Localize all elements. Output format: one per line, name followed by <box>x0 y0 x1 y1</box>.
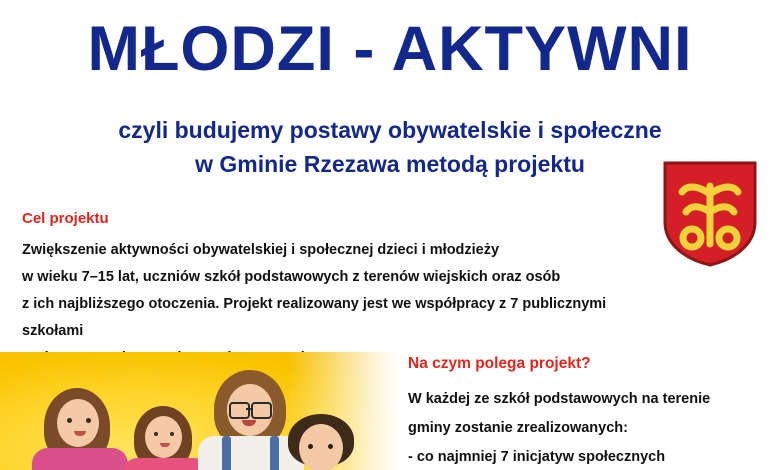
page-title: MŁODZI - AKTYWNI <box>87 14 693 84</box>
student-figure <box>272 414 382 470</box>
eye <box>308 444 313 449</box>
eye <box>67 418 72 423</box>
subtitle-line-2: w Gminie Rzezawa metodą projektu <box>195 151 585 177</box>
glasses-icon <box>229 402 250 419</box>
goal-line: z ich najbliższego otoczenia. Projekt realizowany jest we współpracy z 7 publicznymi szkołami <box>22 296 607 339</box>
goal-heading: Cel projektu <box>22 210 109 227</box>
head <box>299 424 343 470</box>
project-line: W każdej ze szkół podstawowych na terenie <box>408 391 711 407</box>
glasses-icon <box>251 402 272 419</box>
head <box>57 399 99 447</box>
project-body <box>408 385 768 470</box>
goal-line: w wieku 7–15 lat, uczniów szkół podstawowych z terenów wiejskich oraz osób <box>22 269 561 285</box>
eye <box>328 444 333 449</box>
head <box>145 416 182 458</box>
project-heading: Na czym polega projekt? <box>408 355 591 372</box>
coat-of-arms-icon <box>662 160 758 268</box>
eye <box>86 418 91 423</box>
subtitle-line-1: czyli budujemy postawy obywatelskie i społeczne <box>118 117 662 143</box>
torso <box>32 448 128 470</box>
goal-line: Zwiększenie aktywności obywatelskiej i społecznej dzieci i młodzieży <box>22 242 500 258</box>
students-photo <box>0 352 400 470</box>
project-line: - co najmniej 7 inicjatyw społecznych <box>408 449 666 465</box>
glasses-bridge <box>246 408 251 410</box>
eye <box>170 432 174 436</box>
eye <box>154 432 158 436</box>
project-line: gminy zostanie zrealizowanych: <box>408 420 628 436</box>
backpack-strap <box>222 436 231 470</box>
